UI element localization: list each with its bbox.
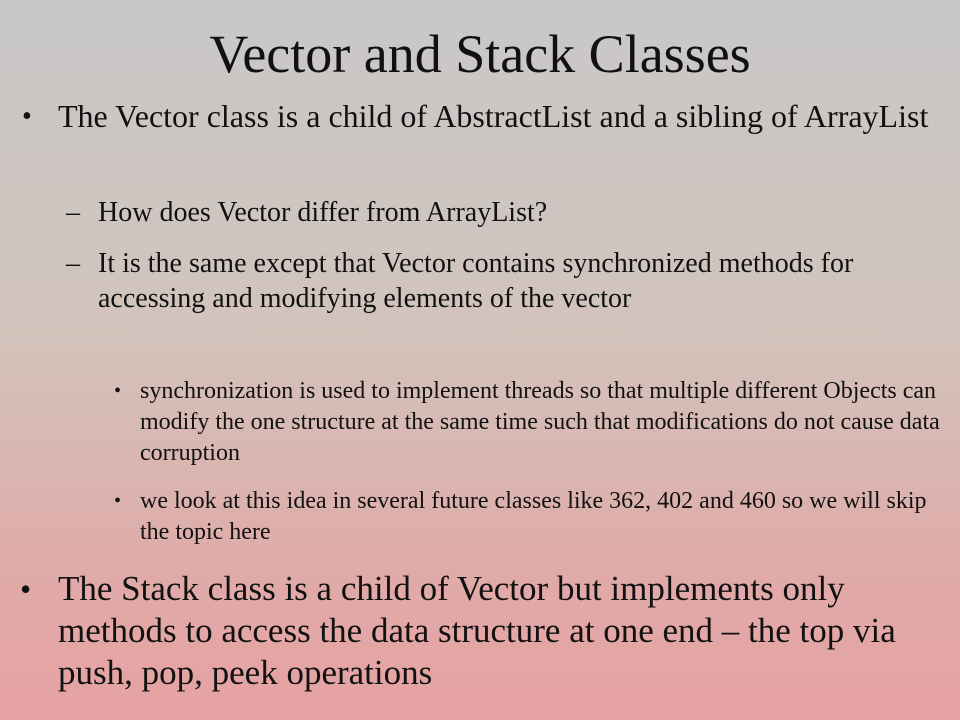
sub-sub-bullet-synchronization: [114, 376, 940, 469]
sub-bullet-same-except: [66, 246, 938, 316]
dash-marker: –: [66, 197, 80, 228]
sub-sub-bullet-future-classes: [114, 486, 940, 548]
bullet-vector-class: [22, 98, 938, 135]
bullet-stack-class: [20, 568, 938, 694]
sub-bullet-differ: [66, 195, 938, 230]
bullet-marker: •: [114, 490, 122, 512]
sub-bullet-text: How does Vector differ from ArrayList?: [98, 197, 548, 228]
bullet-marker: •: [22, 101, 32, 132]
bullet-marker: •: [20, 571, 32, 607]
bullet-text: The Stack class is a child of Vector but implements only methods to access the data structure at one end – the top via push, pop, peek operations: [58, 569, 896, 692]
sub-sub-bullet-text: we look at this idea in several future classes like 362, 402 and 460 so we will skip the topic here: [140, 488, 927, 545]
bullet-marker: •: [114, 380, 122, 402]
dash-marker: –: [66, 248, 80, 279]
slide-title: Vector and Stack Classes: [209, 24, 751, 84]
bullet-text: The Vector class is a child of AbstractList and a sibling of ArrayList: [58, 98, 929, 134]
sub-sub-bullet-text: synchronization is used to implement threads so that multiple different Objects can modify the one structure at the same time such that modifications do not cause data corruption: [140, 378, 940, 466]
sub-bullet-text: It is the same except that Vector contains synchronized methods for accessing and modifying elements of the vector: [98, 248, 854, 314]
